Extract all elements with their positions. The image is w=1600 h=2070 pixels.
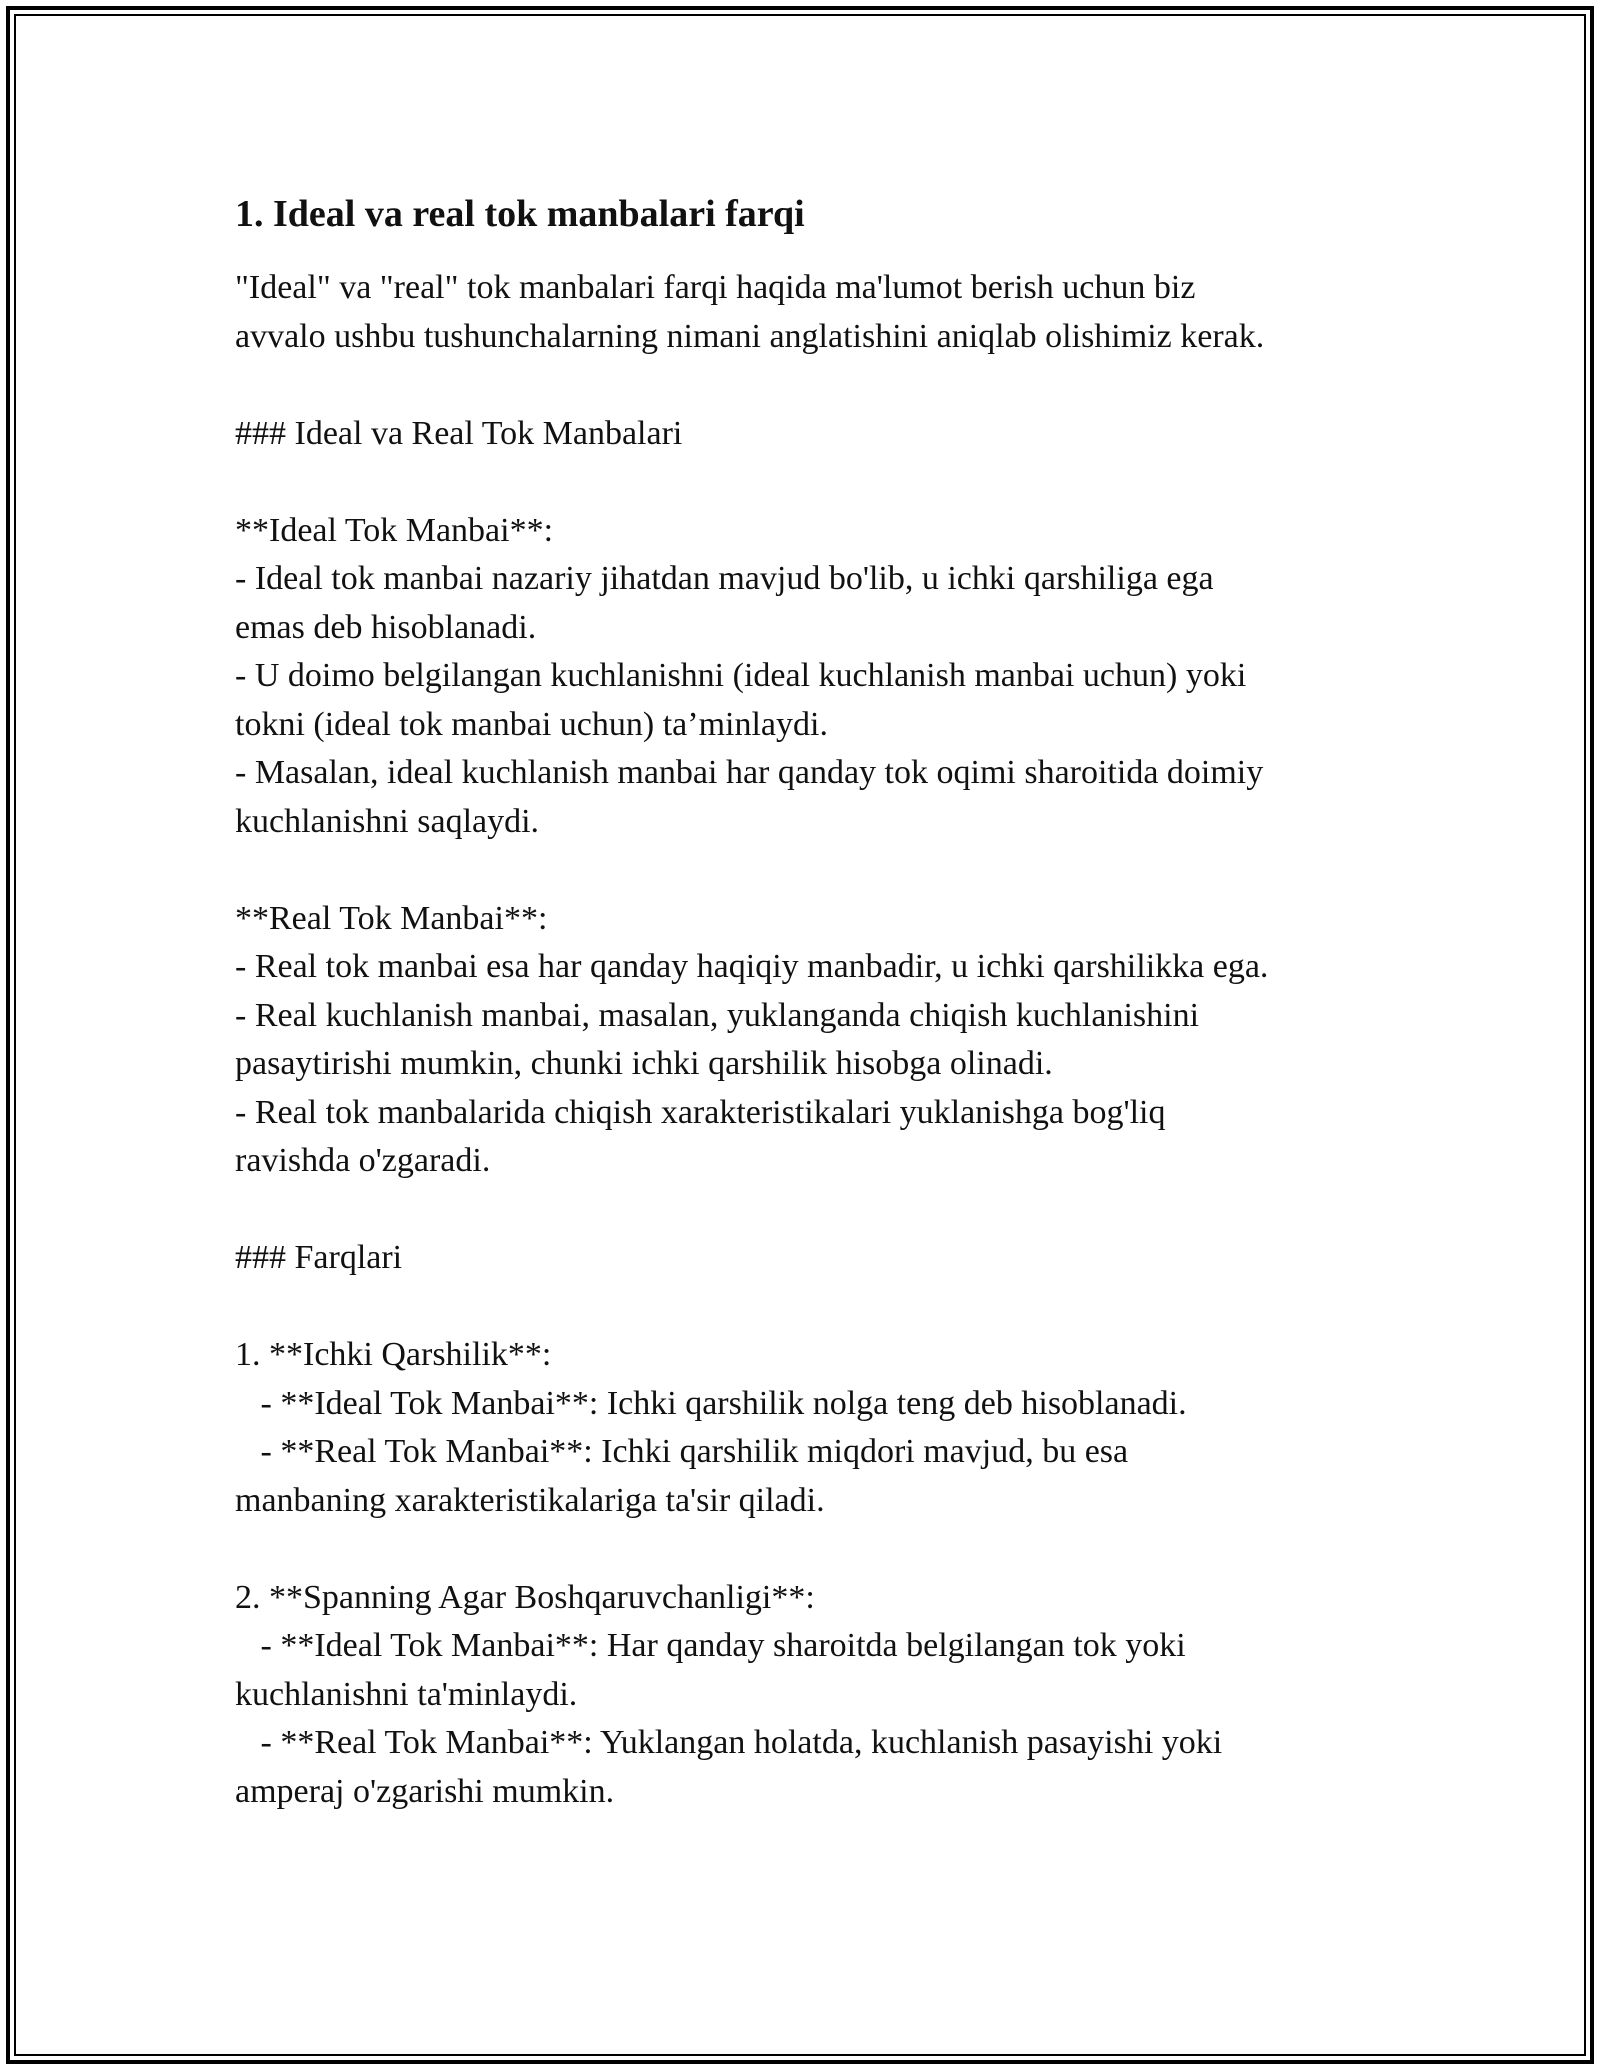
- text-line: emas deb hisoblanadi.: [235, 608, 537, 646]
- numbered-item: 2. **Spanning Agar Boshqaruvchanligi**:: [235, 1578, 815, 1616]
- blank-line: [235, 1186, 1395, 1235]
- blank-line: [235, 1525, 1395, 1574]
- blank-line: [235, 1283, 1395, 1332]
- text-line: manbaning xarakteristikalariga ta'sir qiladi.: [235, 1481, 825, 1519]
- section-heading: ### Farqlari: [235, 1239, 403, 1276]
- list-item: - Ideal tok manbai nazariy jihatdan mavjud bo'lib, u ichki qarshiliga ega: [235, 560, 1214, 597]
- list-item: - **Ideal Tok Manbai**: Ichki qarshilik nolga teng deb hisoblanadi.: [235, 1384, 1187, 1422]
- list-item: - Real kuchlanish manbai, masalan, yuklanganda chiqish kuchlanishini: [235, 996, 1200, 1034]
- text-line: avvalo ushbu tushunchalarning nimani anglatishini aniqlab olishimiz kerak.: [235, 317, 1265, 355]
- subsection-label: **Real Tok Manbai**:: [235, 899, 548, 937]
- numbered-item: 1. **Ichki Qarshilik**:: [235, 1336, 552, 1373]
- list-item: - Real tok manbalarida chiqish xarakteristikalari yuklanishga bog'liq: [235, 1093, 1166, 1131]
- blank-line: [235, 846, 1395, 895]
- section-heading: ### Ideal va Real Tok Manbalari: [235, 414, 683, 452]
- text-line: kuchlanishni saqlaydi.: [235, 802, 540, 840]
- list-item: - Real tok manbai esa har qanday haqiqiy manbadir, u ichki qarshilikka ega.: [235, 948, 1269, 985]
- text-line: pasaytirishi mumkin, chunki ichki qarshilik hisobga olinadi.: [235, 1045, 1053, 1082]
- document-body: [235, 186, 1395, 1816]
- list-item: - U doimo belgilangan kuchlanishni (ideal kuchlanish manbai uchun) yoki: [235, 657, 1247, 694]
- list-item: - **Real Tok Manbai**: Ichki qarshilik miqdori mavjud, bu esa: [235, 1433, 1129, 1470]
- text-line: "Ideal" va "real" tok manbalari farqi haqida ma'lumot berish uchun biz: [235, 269, 1196, 306]
- blank-line: [235, 361, 1395, 410]
- list-item: - Masalan, ideal kuchlanish manbai har qanday tok oqimi sharoitida doimiy: [235, 754, 1264, 791]
- document-title: 1. Ideal va real tok manbalari farqi: [235, 193, 805, 235]
- list-item: - **Ideal Tok Manbai**: Har qanday sharoitda belgilangan tok yoki: [235, 1627, 1186, 1664]
- text-line: amperaj o'zgarishi mumkin.: [235, 1772, 615, 1810]
- text-line: tokni (ideal tok manbai uchun) ta’minlaydi.: [235, 705, 828, 743]
- list-item: - **Real Tok Manbai**: Yuklangan holatda, kuchlanish pasayishi yoki: [235, 1724, 1223, 1761]
- blank-line: [235, 458, 1395, 507]
- subsection-label: **Ideal Tok Manbai**:: [235, 511, 554, 549]
- text-line: ravishda o'zgaradi.: [235, 1142, 491, 1179]
- document-text: [235, 264, 1395, 1816]
- text-line: kuchlanishni ta'minlaydi.: [235, 1675, 578, 1713]
